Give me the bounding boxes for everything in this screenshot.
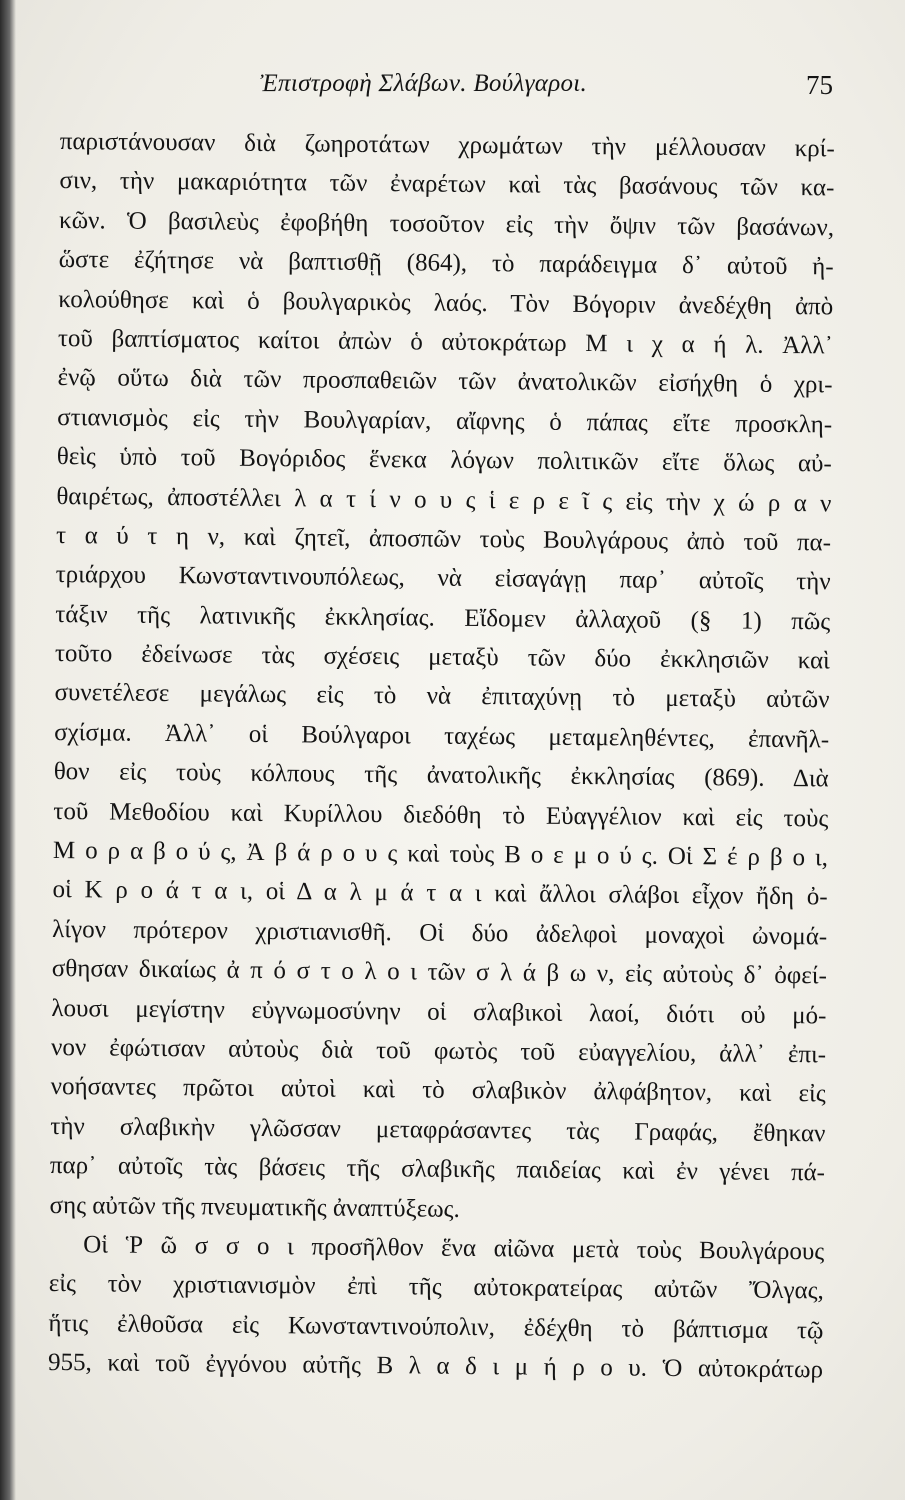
running-head: Ἐπιστροφὴ Σλάβων. Βούλγαροι. (260, 70, 588, 97)
text-line: παρ᾽ αὐτοῖς τὰς βάσεις τῆς σλαβικῆς παιδείας καὶ ἐν γένει πά- (49, 1152, 826, 1187)
text-line: σιν, τὴν μακαριότητα τῶν ἐναρέτων καὶ τὰς βασάνους τῶν κα- (59, 167, 835, 202)
page-number: 75 (806, 70, 833, 100)
text-line: λίγον πρότερον χριστιανισθῆ. Οἱ δύο ἀδελφοὶ μοναχοὶ ὠνομά- (52, 915, 828, 951)
text-line: θεὶς ὑπὸ τοῦ Βογόριδος ἕνεκα λόγων πολιτικῶν εἴτε ὅλως αὐ- (56, 443, 832, 478)
body-text (48, 122, 835, 1390)
text-line: Μ ο ρ α β ο ύ ς, Ἀ β ά ρ ο υ ς καὶ τοὺς Β ο ε μ ο ύ ς. Οἱ Σ έ ρ β ο ι, (52, 836, 829, 872)
text-line: τριάρχου Κωνσταντινουπόλεως, νὰ εἰσαγάγῃ παρ᾽ αὐτοῖς τὴν (55, 561, 831, 596)
paragraph-first-line: Οἱ Ῥ ῶ σ σ ο ι προσῆλθον ἕνα αἰῶνα μετὰ τοὺς Βουλγάρους (83, 1231, 825, 1266)
text-line: σθησαν δικαίως ἀ π ό σ τ ο λ ο ι τῶν σ λ ά β ω ν, εἰς αὐτοὺς δ᾽ ὀφεί- (51, 955, 827, 990)
text-line: σχίσμα. Ἀλλ᾽ οἱ Βούλγαροι ταχέως μεταμεληθέντες, ἐπανῆλ- (54, 718, 830, 754)
text-line: τάξιν τῆς λατινικῆς ἐκκλησίας. Εἴδομεν ἀλλαχοῦ (§ 1) πῶς (55, 600, 831, 636)
text-line: νοήσαντες πρῶτοι αὐτοὶ καὶ τὸ σλαβικὸν ἀλφάβητον, καὶ εἰς (50, 1073, 826, 1108)
text-line: εἰς τὸν χριστιανισμὸν ἐπὶ τῆς αὐτοκρατείρας αὐτῶν Ὄλγας, (48, 1270, 824, 1305)
text-line: τ α ύ τ η ν, καὶ ζητεῖ, ἀποσπῶν τοὺς Βουλγάρους ἀπὸ τοῦ πα- (55, 521, 832, 557)
text-line: στιανισμὸς εἰς τὴν Βουλγαρίαν, αἴφνης ὁ πάπας εἴτε προσκλη- (57, 403, 833, 439)
text-line: ὥστε ἐζήτησε νὰ βαπτισθῇ (864), τὸ παράδειγμα δ᾽ αὐτοῦ ἠ- (58, 246, 834, 281)
text-line: τὴν σλαβικὴν γλῶσσαν μεταφράσαντες τὰς Γραφάς, ἔθηκαν (50, 1112, 826, 1148)
page-header (0, 70, 905, 110)
text-line: σης αὐτῶν τῆς πνευματικῆς ἀναπτύξεως. (49, 1191, 460, 1223)
text-line: τοῦ βαπτίσματος καίτοι ἀπὼν ὁ αὐτοκράτωρ Μ ι χ α ή λ. Ἀλλ᾽ (57, 324, 834, 360)
text-line: θαιρέτως, ἀποστέλλει λ α τ ί ν ο υ ς ἱ ε ρ ε ῖ ς εἰς τὴν χ ώ ρ α ν (56, 482, 832, 517)
text-line: τοῦτο ἐδείνωσε τὰς σχέσεις μεταξὺ τῶν δύο ἐκκλησιῶν καὶ (54, 640, 830, 675)
text-line: συνετέλεσε μεγάλως εἰς τὸ νὰ ἐπιταχύνῃ τὸ μεταξὺ αὐτῶν (54, 679, 830, 714)
text-line: θον εἰς τοὺς κόλπους τῆς ἀνατολικῆς ἐκκλησίας (869). Διὰ (53, 758, 829, 793)
text-line: κῶν. Ὁ βασιλεὺς ἐφοβήθη τοσοῦτον εἰς τὴν ὄψιν τῶν βασάνων, (58, 206, 835, 242)
text-line: κολούθησε καὶ ὁ βουλγαρικὸς λαός. Τὸν Βόγοριν ἀνεδέχθη ἀπὸ (58, 285, 834, 320)
text-line: 955, καὶ τοῦ ἐγγόνου αὐτῆς Β λ α δ ι μ ή ρ ο υ. Ὁ αὐτοκράτωρ (47, 1349, 824, 1384)
text-line: λουσι μεγίστην εὐγνωμοσύνην οἱ σλαβικοὶ λαοί, διότι οὐ μό- (51, 994, 827, 1029)
text-line: νον ἐφώτισαν αὐτοὺς διὰ τοῦ φωτὸς τοῦ εὐαγγελίου, ἀλλ᾽ ἐπι- (50, 1033, 827, 1069)
text-line: παριστάνουσαν διὰ ζωηροτάτων χρωμάτων τὴν μέλλουσαν κρί- (59, 127, 835, 163)
text-line: ἥτις ἐλθοῦσα εἰς Κωνσταντινούπολιν, ἐδέχθη τὸ βάπτισμα τῷ (48, 1309, 824, 1345)
text-line: οἱ Κ ρ ο ά τ α ι, οἱ Δ α λ μ ά τ α ι καὶ ἄλλοι σλάβοι εἶχον ἤδη ὀ- (52, 876, 828, 911)
text-line: ἐνῷ οὕτω διὰ τῶν προσπαθειῶν τῶν ἀνατολικῶν εἰσήχθη ὁ χρι- (57, 364, 833, 399)
text-line: τοῦ Μεθοδίου καὶ Κυρίλλου διεδόθη τὸ Εὐαγγέλιον καὶ εἰς τοὺς (53, 797, 829, 833)
page-edge-shadow (0, 0, 16, 1500)
